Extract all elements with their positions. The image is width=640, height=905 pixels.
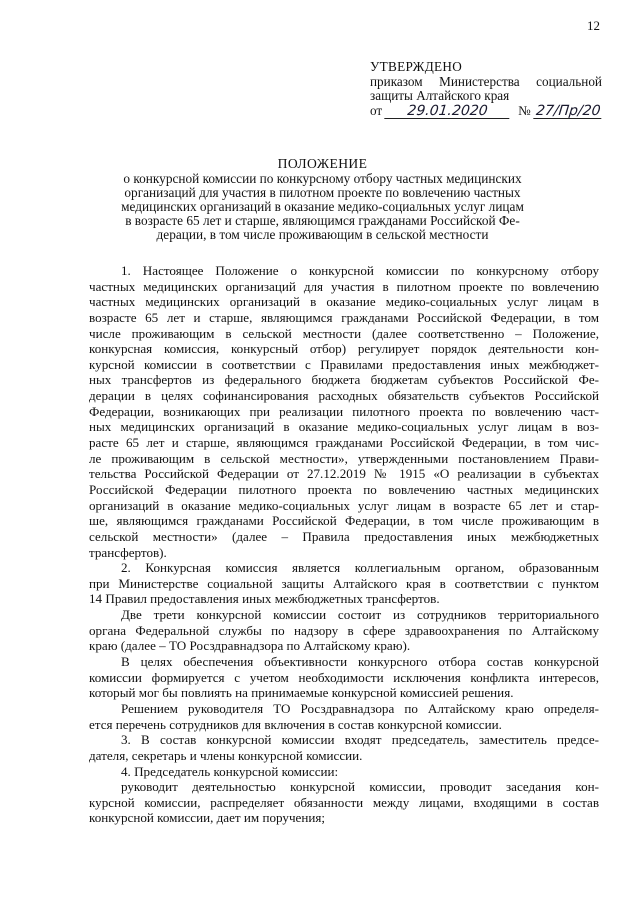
paragraph-1-line: дерации в целях софинансирования расходных обязательств субъектов Российской [89, 388, 599, 404]
paragraph-1-line: возрасте 65 лет и старше, являющимся гражданами Российской Федерации, в том [89, 309, 599, 325]
heading-line: организаций для участия в пилотном проекте по вовлечению частных [124, 185, 521, 201]
document-heading [120, 157, 525, 243]
paragraph-4-line: курсной комиссии, распределяет обязанности между лицами, входящими в состав [89, 794, 599, 810]
paragraph-1-line: расте 65 лет и старше, являющимся гражданами Российской Федерации, в том чис- [89, 435, 599, 451]
paragraph-1-line: организаций в оказание медико-социальных услуг лицам в возрасте 65 лет и стар- [89, 497, 599, 513]
page-number: 12 [587, 18, 600, 33]
paragraph-3-line: дателя, секретарь и члены конкурсной комиссии. [89, 747, 363, 763]
approval-handwritten-number: 27/Пр/20 [534, 102, 602, 119]
heading-line: медицинских организаций в оказание медико-социальных услуг лицам [121, 199, 524, 215]
paragraph-1-line: курсной комиссии в соответствии с Правилами предоставления иных межбюджет- [89, 356, 599, 372]
paragraph-1-line: Федерации, возникающих при реализации пилотного проекта по вовлечению част- [89, 403, 599, 419]
paragraph-1-line: ных трансфертов из федерального бюджета бюджетам субъектов Российской Фе- [89, 372, 599, 388]
approval-order-line: приказом Министерства социальной [370, 73, 602, 89]
paragraph-4-line: руководит деятельностью конкурсной комиссии, проводит заседания кон- [121, 779, 599, 795]
approval-title: УТВЕРЖДЕНО [370, 59, 463, 74]
approval-stamp [370, 60, 602, 119]
approval-date-row [370, 104, 602, 119]
document-title: ПОЛОЖЕНИЕ [277, 156, 368, 171]
paragraph-2-line: 2. Конкурсная комиссия является коллегиальным органом, образованным [121, 560, 599, 576]
paragraph-1-line: сельской местности» (далее – Правила предоставления иных межбюджетных [89, 528, 599, 544]
heading-line: в возрасте 65 лет и старше, являющимся гражданами Российской Фе- [125, 213, 520, 229]
paragraph-4-line: конкурсной комиссии, дает им поручения; [89, 810, 326, 826]
paragraph-line: комиссии формируется с учетом необходимости исключения конфликта интересов, [89, 669, 599, 685]
paragraph-1-line: частных медицинских организаций в оказание медико-социальных услуг лицам в [89, 294, 599, 310]
paragraph-1-line: тельства Российской Федерации от 27.12.2019 № 1915 «О реализации в субъектах [89, 466, 599, 482]
heading-line: дерации, в том числе проживающим в сельской местности [156, 227, 489, 243]
document-body [89, 263, 599, 826]
approval-date-prefix: от [370, 102, 383, 118]
paragraph-1-line: конкурсная комиссия, конкурсный отбор) регулирует порядок деятельности кон- [89, 341, 599, 357]
paragraph-line: Решением руководителя ТО Росздравнадзора по Алтайскому краю определя- [121, 700, 599, 716]
paragraph-3-line: 3. В состав конкурсной комиссии входят председатель, заместитель предсе- [121, 732, 599, 748]
approval-ministry-line: защиты Алтайского края [370, 88, 510, 103]
paragraph-line: краю (далее – ТО Росздравнадзора по Алтайскому краю). [89, 638, 411, 654]
paragraph-line: который мог бы повлиять на принимаемые конкурсной комиссией решения. [89, 685, 514, 701]
approval-number-prefix: № [518, 102, 531, 118]
paragraph-1-line: частных медицинских организаций для участия в пилотном проекте по вовлечению [89, 278, 599, 294]
paragraph-line: органа Федеральной службы по надзору в сфере здравоохранения по Алтайскому [89, 622, 599, 638]
paragraph-1-line: ше, являющимся гражданами Российской Федерации, в том числе проживающим в [89, 513, 599, 529]
paragraph-line: ется перечень сотрудников для включения в состав конкурсной комиссии. [89, 716, 502, 732]
paragraph-line: Две трети конкурсной комиссии состоит из сотрудников территориального [121, 607, 599, 623]
heading-line: о конкурсной комиссии по конкурсному отбору частных медицинских [123, 171, 522, 187]
paragraph-1-line: ных медицинских организаций в оказание медико-социальных услуг лицам в воз- [89, 419, 599, 435]
paragraph-2-line: при Министерстве социальной защиты Алтайского края в соответствии с пунктом [89, 575, 599, 591]
paragraph-1-line: ле проживающим в сельской местности», утвержденными постановлением Прави- [89, 450, 599, 466]
paragraph-1-line: трансфертов). [89, 544, 167, 560]
paragraph-4-line: 4. Председатель конкурсной комиссии: [121, 763, 339, 779]
paragraph-2-line: 14 Правил предоставления иных межбюджетных трансфертов. [89, 591, 440, 607]
paragraph-1-line: числе проживающим в сельской местности (далее соответственно – Положение, [89, 325, 599, 341]
paragraph-1-line: Российской Федерации пилотного проекта по вовлечению частных медицинских [89, 481, 599, 497]
paragraph-line: В целях обеспечения объективности конкурсного отбора состав конкурсной [121, 654, 599, 670]
approval-handwritten-date: 29.01.2020 [384, 105, 510, 119]
paragraph-1-line: 1. Настоящее Положение о конкурсной комиссии по конкурсному отбору [121, 263, 599, 278]
